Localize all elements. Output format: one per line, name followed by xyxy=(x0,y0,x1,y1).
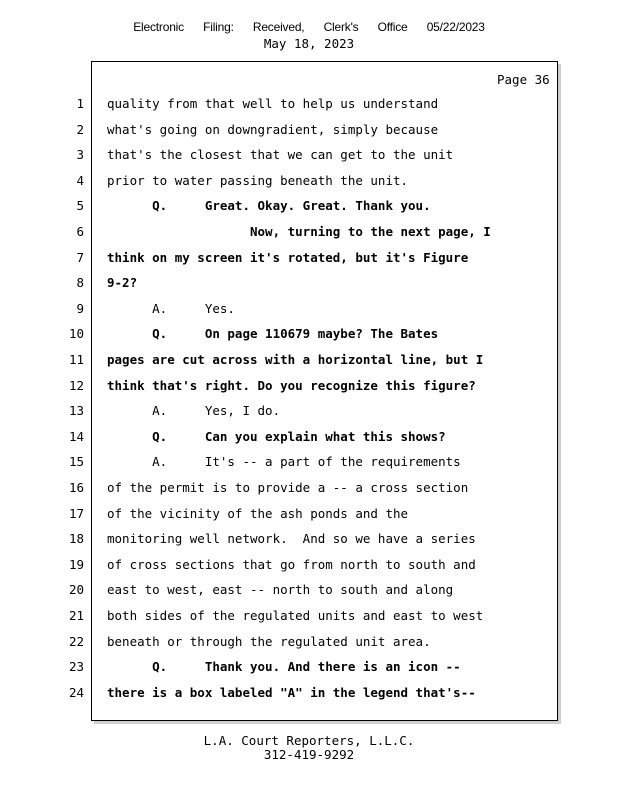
line-number: 12 xyxy=(68,377,84,393)
line-number: 7 xyxy=(76,249,84,265)
page-number: Page 36 xyxy=(497,72,550,87)
line-text: quality from that well to help us understand xyxy=(107,96,439,111)
line-number: 6 xyxy=(76,224,84,239)
line-text: there is a box labeled "A" in the legend that's-- xyxy=(107,684,476,700)
line-number: 21 xyxy=(68,608,84,623)
transcript-line xyxy=(0,634,618,658)
line-text: think on my screen it's rotated, but it's Figure xyxy=(107,249,469,265)
transcript-line xyxy=(0,224,618,248)
line-number: 16 xyxy=(68,480,84,495)
reporter-company: L.A. Court Reporters, L.L.C. xyxy=(203,733,415,748)
line-number: 23 xyxy=(68,659,84,675)
line-text: what's going on downgradient, simply because xyxy=(107,121,439,137)
line-text: pages are cut across with a horizontal line, but I xyxy=(107,352,484,367)
transcript-line xyxy=(0,582,618,606)
line-number: 19 xyxy=(68,556,84,572)
line-number: 10 xyxy=(68,326,84,342)
line-text: of the permit is to provide a -- a cross section xyxy=(107,480,469,495)
line-number: 4 xyxy=(76,172,84,188)
line-number: 17 xyxy=(68,505,84,521)
line-text: Now, turning to the next page, I xyxy=(107,224,491,239)
line-number: 15 xyxy=(68,454,84,470)
stamp-word: Office xyxy=(377,20,408,34)
transcript-line xyxy=(0,147,618,171)
transcript-line xyxy=(0,608,618,632)
stamp-word: Filing: xyxy=(203,20,234,34)
reporter-phone: 312-419-9292 xyxy=(263,747,355,762)
transcript-line xyxy=(0,659,618,683)
line-number: 1 xyxy=(76,96,84,111)
line-number: 9 xyxy=(76,300,84,316)
transcript-line xyxy=(0,378,618,402)
transcript-line xyxy=(0,506,618,530)
line-text: of the vicinity of the ash ponds and the xyxy=(107,505,409,521)
transcript-line xyxy=(0,557,618,581)
line-text: of cross sections that go from north to south and xyxy=(107,556,476,572)
stamp-word: Received, xyxy=(252,20,305,34)
line-number: 18 xyxy=(68,531,84,547)
filing-stamp xyxy=(0,20,618,34)
line-text: east to west, east -- north to south and along xyxy=(107,582,454,598)
transcript-line xyxy=(0,685,618,709)
line-text: prior to water passing beneath the unit. xyxy=(107,172,409,188)
line-number: 14 xyxy=(68,428,84,444)
line-number: 3 xyxy=(76,147,84,163)
transcript-line xyxy=(0,454,618,478)
stamp-word: Electronic xyxy=(133,20,184,34)
line-number: 22 xyxy=(68,633,84,649)
line-text: Q. On page 110679 maybe? The Bates xyxy=(107,326,439,342)
transcript-line xyxy=(0,275,618,299)
line-text: both sides of the regulated units and east to west xyxy=(107,608,484,623)
transcript-line xyxy=(0,122,618,146)
stamp-word: Clerk's xyxy=(323,20,359,34)
line-number: 24 xyxy=(68,684,84,700)
stamp-date: 05/22/2023 xyxy=(426,20,485,34)
line-text: 9-2? xyxy=(107,275,138,291)
transcript-date: May 18, 2023 xyxy=(263,36,355,51)
line-text: Q. Great. Okay. Great. Thank you. xyxy=(107,198,431,214)
line-number: 11 xyxy=(68,352,84,367)
transcript-line xyxy=(0,531,618,555)
transcript-line xyxy=(0,480,618,504)
line-text: think that's right. Do you recognize this figure? xyxy=(107,377,476,393)
line-number: 2 xyxy=(76,121,84,137)
line-text: A. It's -- a part of the requirements xyxy=(107,454,461,470)
line-text: A. Yes, I do. xyxy=(107,403,281,419)
line-number: 8 xyxy=(76,275,84,291)
line-text: monitoring well network. And so we have a series xyxy=(107,531,476,547)
line-number: 13 xyxy=(68,403,84,419)
transcript-line xyxy=(0,96,618,120)
line-number: 20 xyxy=(68,582,84,598)
line-number: 5 xyxy=(76,198,84,214)
line-text: A. Yes. xyxy=(107,300,235,316)
transcript-line xyxy=(0,352,618,376)
line-text: Q. Thank you. And there is an icon -- xyxy=(107,659,461,675)
line-text: that's the closest that we can get to the unit xyxy=(107,147,454,163)
transcript-line xyxy=(0,301,618,325)
transcript-line xyxy=(0,250,618,274)
line-text: Q. Can you explain what this shows? xyxy=(107,428,446,444)
transcript-line xyxy=(0,429,618,453)
transcript-line xyxy=(0,198,618,222)
transcript-line xyxy=(0,326,618,350)
transcript-line xyxy=(0,403,618,427)
transcript-line xyxy=(0,173,618,197)
line-text: beneath or through the regulated unit area. xyxy=(107,633,431,649)
